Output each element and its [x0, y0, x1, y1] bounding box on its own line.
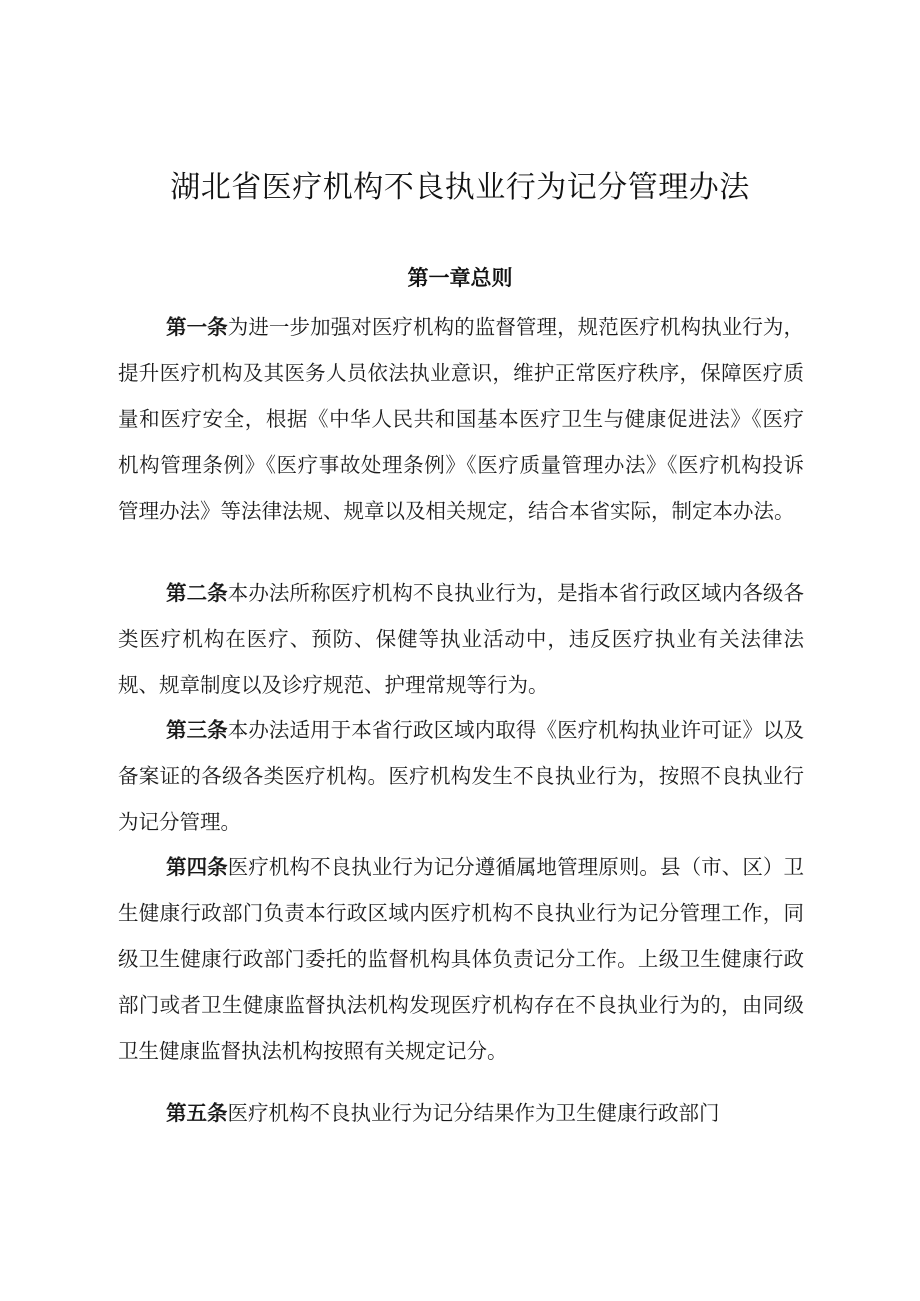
article-label: 第三条: [166, 718, 228, 742]
article-2: [118, 570, 804, 708]
article-text: 本办法适用于本省行政区域内取得《医疗机构执业许可证》以及备案证的各级各类医疗机构。医疗机构发生不良执业行为，按照不良执业行为记分管理。: [118, 718, 804, 834]
article-text: 医疗机构不良执业行为记分结果作为卫生健康行政部门: [227, 1101, 720, 1125]
article-label: 第一条: [166, 315, 228, 339]
article-label: 第五条: [166, 1101, 228, 1125]
article-text: 医疗机构不良执业行为记分遵循属地管理原则。县（市、区）卫生健康行政部门负责本行政区域内医疗机构不良执业行为记分管理工作，同级卫生健康行政部门委托的监督机构具体负责记分工作。上级卫生健康行政部门或者卫生健康监督执法机构发现医疗机构存在不良执业行为的，由同级卫生健康监督执法机构按照有关规定记分。: [118, 855, 804, 1063]
article-1: [118, 304, 804, 534]
article-5: [118, 1090, 804, 1136]
document-title: 湖北省医疗机构不良执业行为记分管理办法: [170, 170, 750, 205]
article-4: [118, 844, 804, 1074]
article-3: [118, 707, 804, 845]
article-label: 第四条: [166, 855, 228, 879]
article-text: 为进一步加强对医疗机构的监督管理，规范医疗机构执业行为，提升医疗机构及其医务人员依法执业意识，维护正常医疗秩序，保障医疗质量和医疗安全，根据《中华人民共和国基本医疗卫生与健康促进法》《医疗机构管理条例》《医疗事故处理条例》《医疗质量管理办法》《医疗机构投诉管理办法》等法律法规、规章以及相关规定，结合本省实际，制定本办法。: [118, 315, 804, 523]
article-label: 第二条: [166, 581, 228, 605]
article-text: 本办法所称医疗机构不良执业行为，是指本省行政区域内各级各类医疗机构在医疗、预防、保健等执业活动中，违反医疗执业有关法律法规、规章制度以及诊疗规范、护理常规等行为。: [118, 581, 804, 697]
chapter-heading: 第一章总则: [407, 266, 513, 290]
